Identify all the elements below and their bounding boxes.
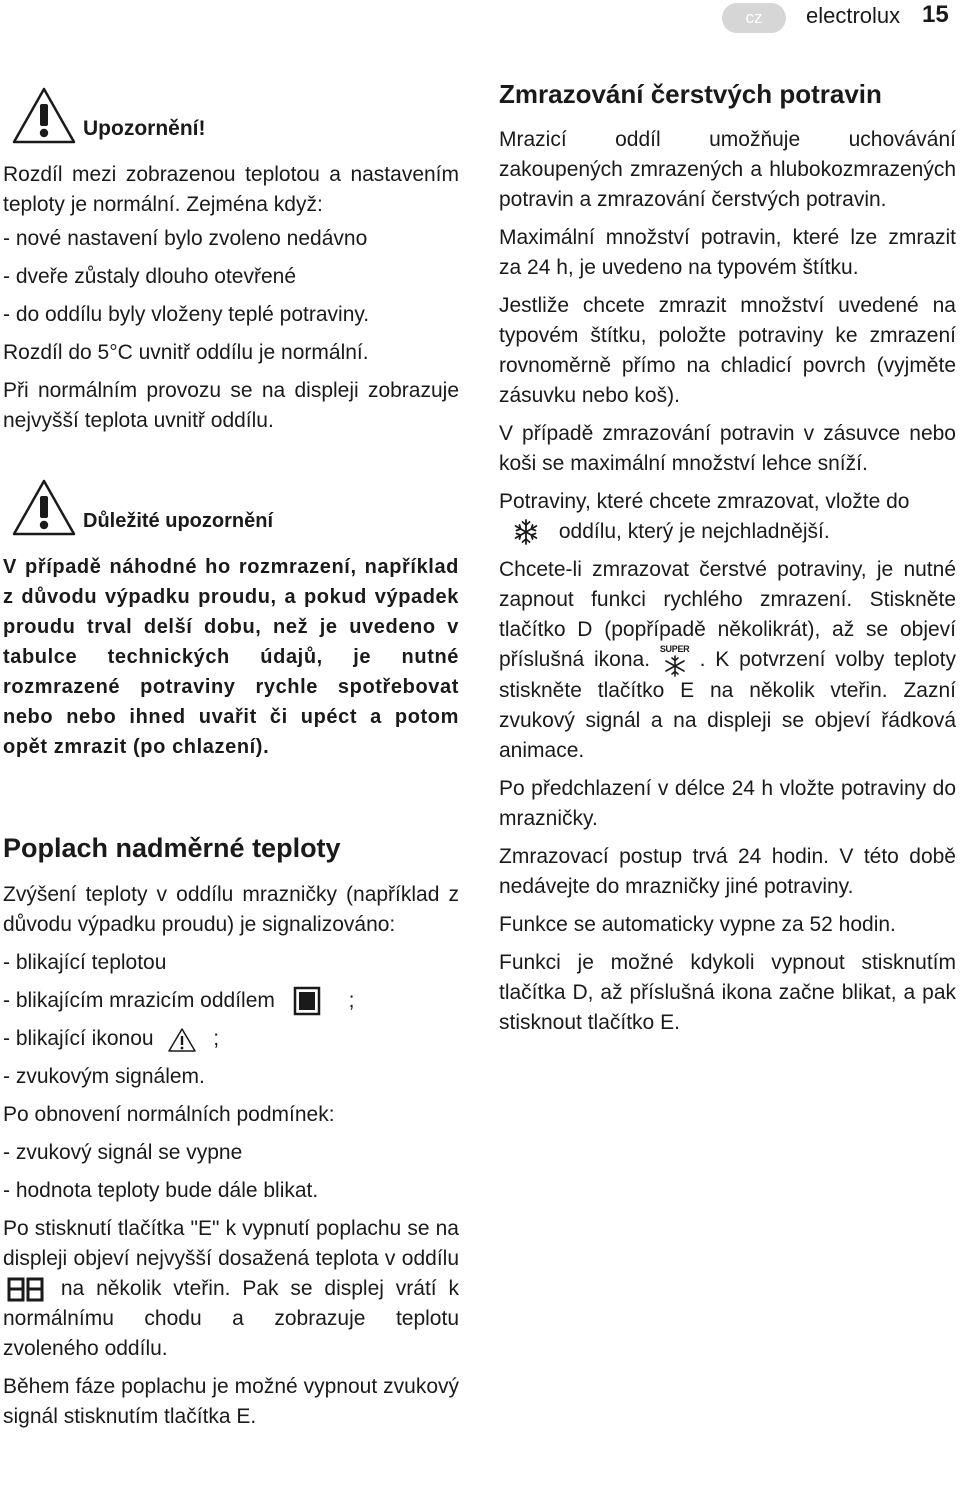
- warning-heading: [11, 86, 205, 146]
- list-item-suffix: ;: [213, 1027, 220, 1051]
- important-warning-title: Důležité upozornění: [83, 510, 273, 532]
- list-item-suffix: ;: [348, 989, 355, 1012]
- paragraph: V případě zmrazování potravin v zásuvce nebo koši se maximální množství lehce sníží.: [499, 422, 956, 475]
- snowflake-icon: [511, 517, 541, 547]
- paragraph: [499, 487, 956, 547]
- paragraph-text: Po stisknutí tlačítka "E" k vypnutí poplachu se na displeji objeví nejvyšší dosažená teplota v oddílu: [3, 1217, 459, 1271]
- paragraph-text: Chcete-li zmrazovat čerstvé potraviny, je nutné zapnout funkci rychlého zmrazení. Stiskněte tlačítko D (popřípadě několikrát), až se objeví příslušná ikona.: [499, 558, 956, 672]
- warning-paragraph: Rozdíl mezi zobrazenou teplotou a nastavením teploty je normální. Zejména když:: [3, 163, 459, 216]
- brand-name: electrolux: [806, 3, 901, 28]
- freezer-compartment-icon: [293, 986, 321, 1016]
- warning-icon: [11, 86, 77, 146]
- paragraph: [499, 555, 956, 765]
- paragraph: Jestliže chcete zmrazit množství uvedené na typovém štítku, položte potraviny ke zmrazení rovnoměrně přímo na chladicí povrch (vyjměte zásuvku nebo koš).: [499, 294, 956, 407]
- warning-title: Upozornění!: [83, 117, 206, 140]
- list-item: - nové nastavení bylo zvoleno nedávno: [3, 227, 368, 250]
- super-label: SUPER: [659, 643, 690, 654]
- language-badge: cz: [722, 3, 786, 33]
- list-item: - zvukový signál se vypne: [3, 1141, 243, 1165]
- warning-triangle-small-icon: [167, 1027, 197, 1053]
- paragraph: Funkci je možné kdykoli vypnout stisknutím tlačítka D, až příslušná ikona začne blikat, a pak stisknout tlačítko E.: [499, 950, 956, 1034]
- list-item: - dveře zůstaly dlouho otevřené: [3, 265, 297, 288]
- paragraph-text: . K potvrzení volby teploty stiskněte tlačítko E na několik vteřin. Zazní zvukový signál a na displeji se objeví řádková animace.: [499, 648, 956, 762]
- list-item: - blikající teplotou: [3, 951, 167, 974]
- paragraph: Zvýšení teploty v oddílu mrazničky (například z důvodu výpadku proudu) je signalizováno:: [3, 883, 459, 936]
- page-header: [0, 0, 960, 36]
- list-item: [3, 1024, 459, 1054]
- list-item: - do oddílu byly vloženy teplé potraviny.: [3, 303, 370, 326]
- super-freeze-icon: [659, 643, 690, 676]
- warning-paragraph: Při normálním provozu se na displeji zobrazuje nejvyšší teplota uvnitř oddílu.: [3, 379, 459, 432]
- paragraph: Funkce se automaticky vypne za 52 hodin.: [499, 912, 896, 936]
- paragraph-text: Potraviny, které chcete zmrazovat, vložte do: [499, 490, 910, 513]
- warning-paragraph: Rozdíl do 5°C uvnitř oddílu je normální.: [3, 341, 369, 364]
- freezing-section: [499, 125, 956, 1038]
- section-heading: Zmrazování čerstvých potravin: [499, 79, 882, 109]
- warning-icon: [11, 478, 77, 538]
- important-warning-heading: [11, 478, 273, 538]
- list-item-text: - blikající ikonou: [3, 1027, 154, 1051]
- alarm-section: [3, 880, 459, 1432]
- paragraph: Maximální množství potravin, které lze zmrazit za 24 h, je uvedeno na typovém štítku.: [499, 226, 956, 279]
- list-item: - hodnota teploty bude dále blikat.: [3, 1179, 319, 1203]
- section-heading: Poplach nadměrné teploty: [3, 833, 341, 863]
- super-snowflake-icon: [660, 654, 690, 678]
- paragraph: Po předchlazení v délce 24 h vložte potraviny do mrazničky.: [499, 776, 956, 830]
- paragraph: Mrazicí oddíl umožňuje uchovávání zakoupených zmrazených a hlubokozmrazených potravin a zmrazování čerstvých potravin.: [499, 128, 956, 211]
- paragraph-text: na několik vteřin. Pak se displej vrátí k normálnímu chodu a zobrazuje teplotu zvoleného oddílu.: [3, 1277, 459, 1361]
- list-item: - zvukovým signálem.: [3, 1065, 205, 1089]
- paragraph-text: oddílu, který je nejchladnější.: [558, 520, 830, 543]
- list-item: [3, 986, 459, 1016]
- page-number: 15: [922, 1, 949, 28]
- paragraph: Zmrazovací postup trvá 24 hodin. V této době nedávejte do mrazničky jiné potraviny.: [499, 844, 956, 898]
- paragraph: Během fáze poplachu je možné vypnout zvukový signál stisknutím tlačítka E.: [3, 1375, 459, 1429]
- warning-text: [3, 160, 459, 436]
- important-warning-text: V případě náhodné ho rozmrazení, například z důvodu výpadku proudu, a pokud výpadek proudu trval delší dobu, než je uvedeno v tabulce technických údajů, je nutné rozmrazené potraviny rychle spotřebovat nebo nebo ihned uvařit či upéct a potom opět zmrazit (po chlazení).: [3, 556, 459, 758]
- display-88-icon: [7, 1277, 45, 1303]
- list-item-text: - blikajícím mrazicím oddílem: [3, 989, 275, 1012]
- paragraph: [3, 1214, 459, 1364]
- paragraph: Po obnovení normálních podmínek:: [3, 1103, 335, 1127]
